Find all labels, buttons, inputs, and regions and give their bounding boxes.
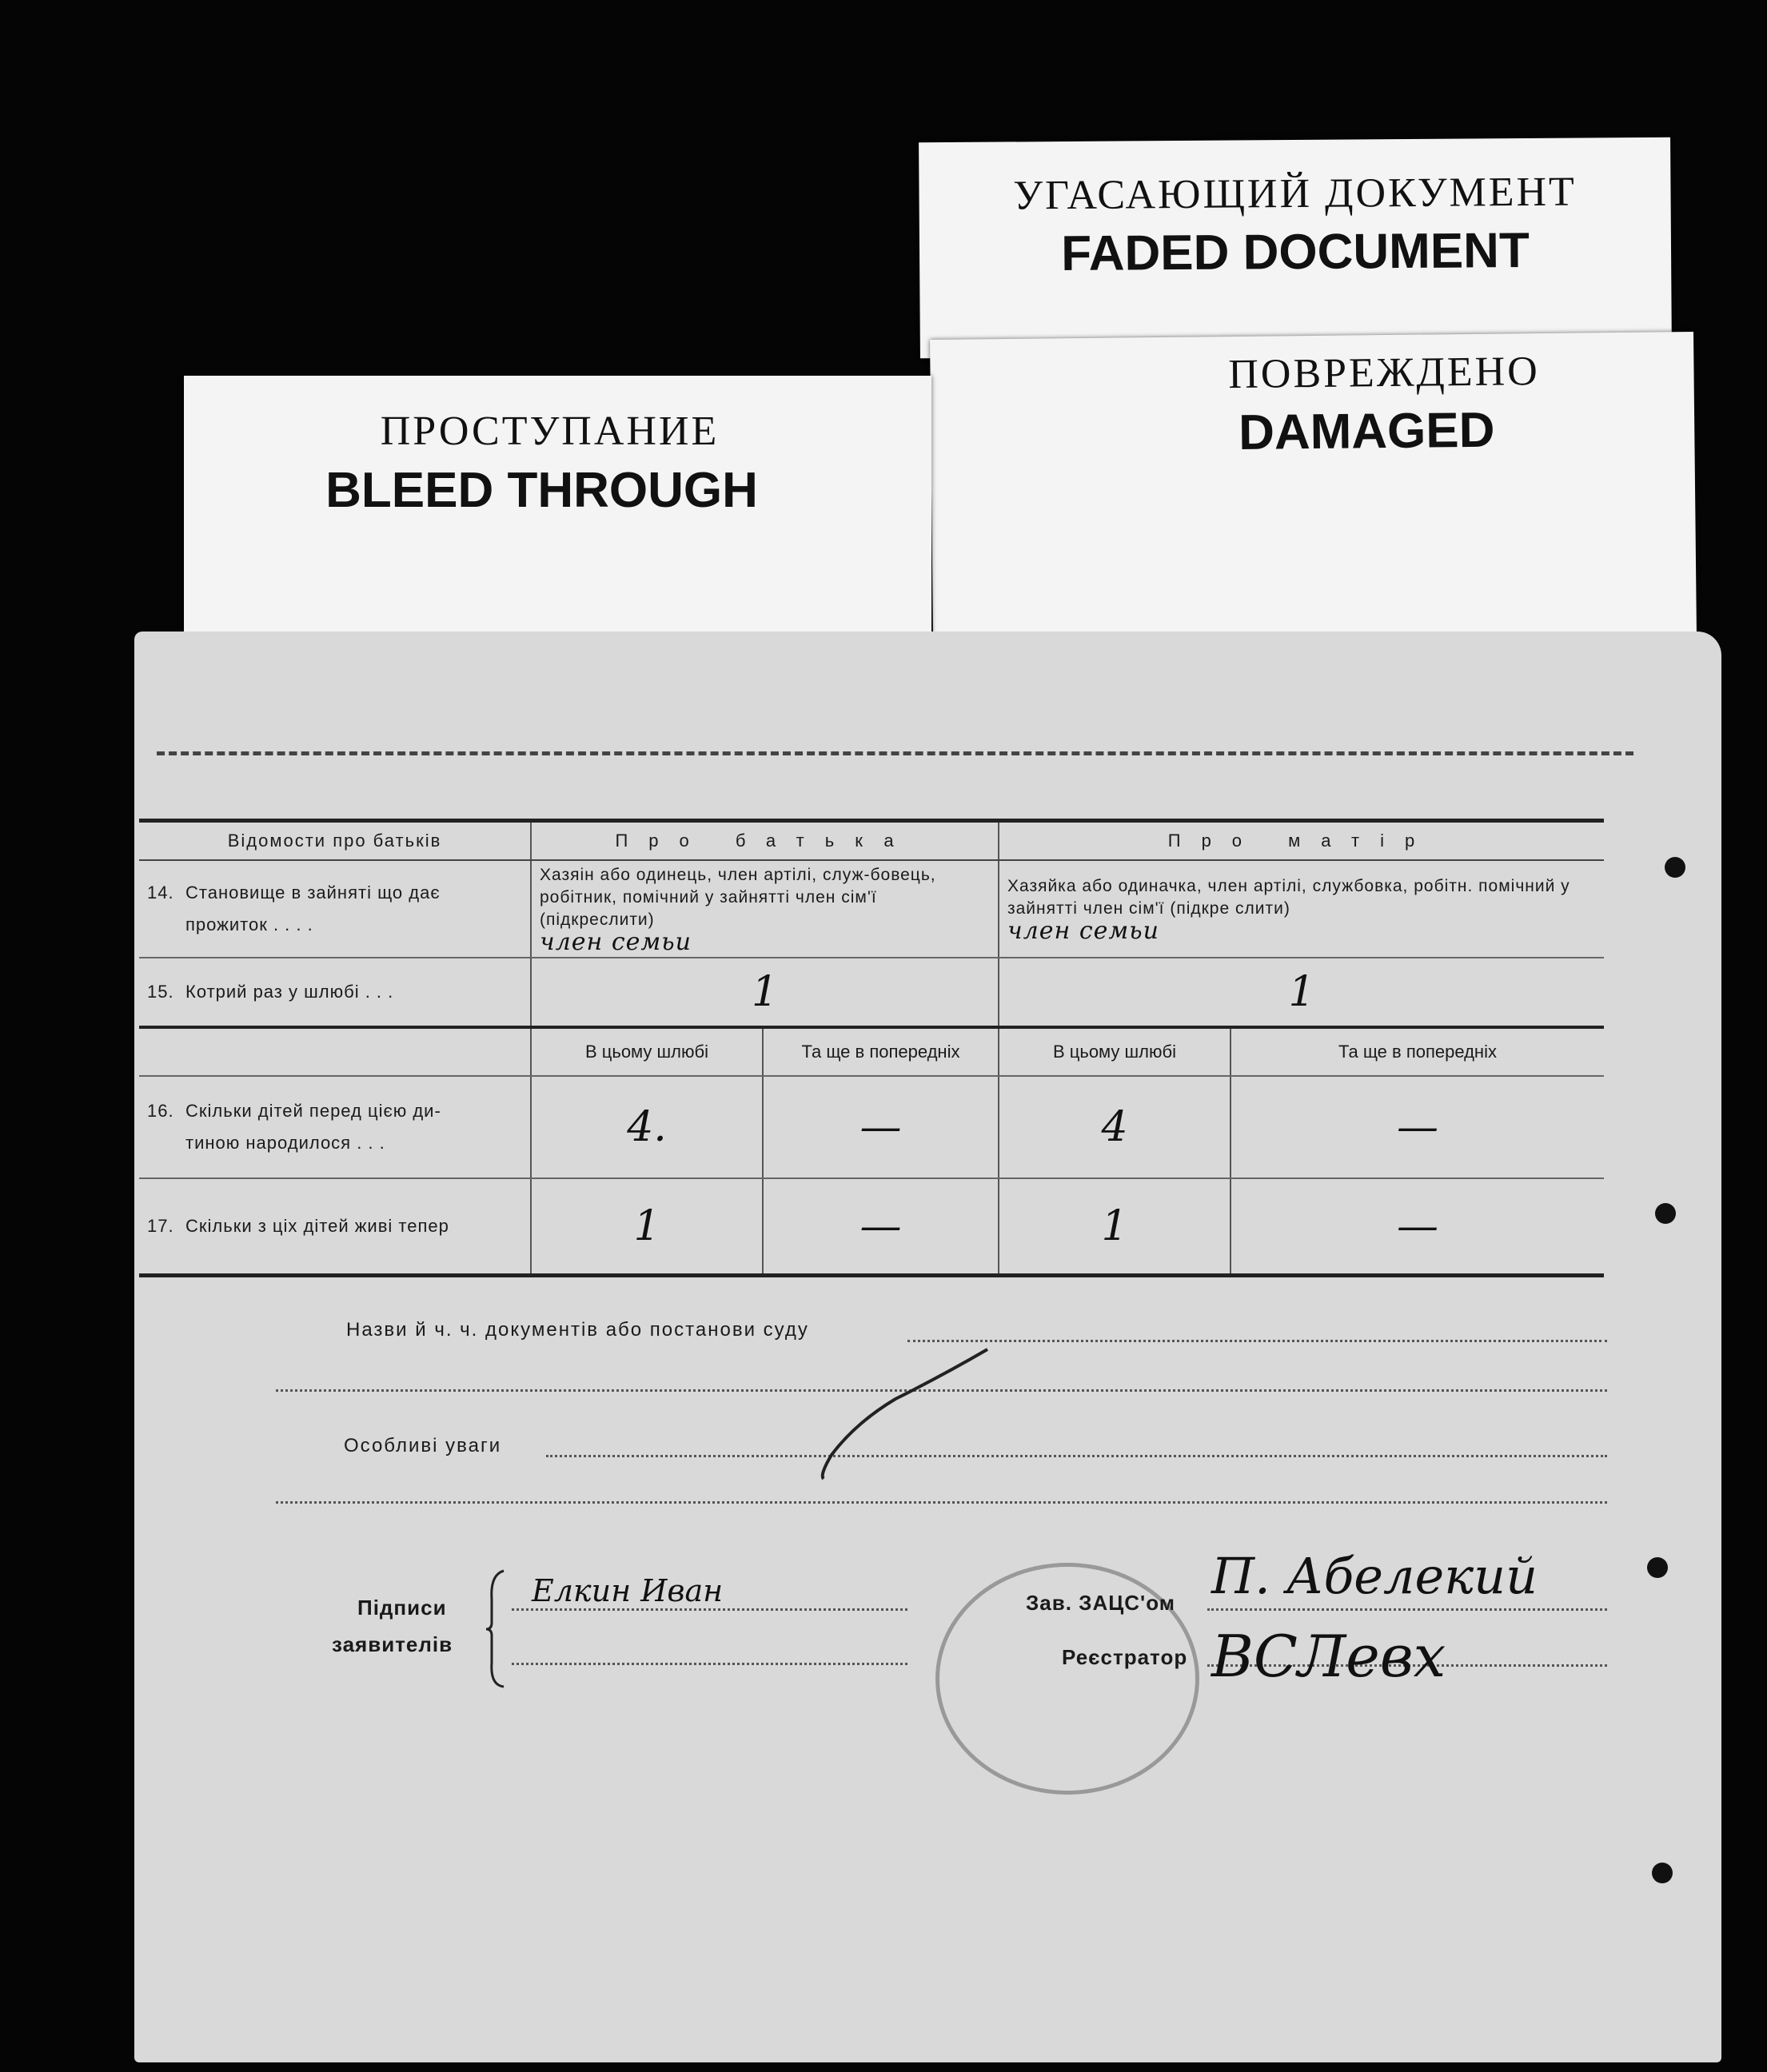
perforation-line xyxy=(157,751,1633,755)
subheader-father-this-marriage: В цьому шлюбі xyxy=(531,1027,763,1076)
punch-hole xyxy=(1655,1203,1676,1224)
mother-occupation-options: Хазяйка або одиначка, член артілі, службовка, робітн. помічний у зайнятті член сім'ї (підкре слити) xyxy=(1007,877,1570,918)
registrar-signature: ВСЛевх xyxy=(1211,1623,1446,1690)
punch-hole xyxy=(1665,857,1685,878)
documents-label: Назви й ч. ч. документів або постанови суду xyxy=(346,1319,809,1341)
row-17-number: 17. xyxy=(147,1216,174,1236)
header-parents-info: Відомости про батьків xyxy=(139,821,531,861)
row-14-mother-cell xyxy=(999,860,1604,958)
row-17-label xyxy=(139,1178,531,1276)
damaged-card-ru: ПОВРЕЖДЕНО xyxy=(1228,349,1540,398)
row-14-label-line2: прожиток . . . . xyxy=(185,914,313,934)
head-sign-line xyxy=(1207,1608,1607,1611)
mother-living-this-marriage: 1 xyxy=(999,1178,1231,1276)
mother-children-this-marriage: 4 xyxy=(999,1076,1231,1178)
registrar-label: Реєстратор xyxy=(1062,1645,1188,1669)
header-mother: Про матір xyxy=(999,821,1604,861)
row-14-father-cell xyxy=(531,860,999,958)
father-living-previous: — xyxy=(763,1178,999,1276)
notes-fill-line xyxy=(546,1455,1607,1457)
damaged-card-en: DAMAGED xyxy=(1238,402,1495,460)
mother-living-previous: — xyxy=(1231,1178,1604,1276)
row-16-label xyxy=(139,1076,531,1178)
signatures-label-line1: Підписи xyxy=(357,1596,447,1620)
applicant-sign-line-2 xyxy=(512,1663,907,1665)
row-15-label xyxy=(139,958,531,1027)
row-14-label xyxy=(139,860,531,958)
bleed-through-card xyxy=(184,376,931,640)
signatures-brace xyxy=(484,1567,508,1691)
row-14-label-line1: Становище в зайняті що дає xyxy=(185,883,441,903)
bleed-card-ru: ПРОСТУПАНИЕ xyxy=(380,408,720,454)
row-15-number: 15. xyxy=(147,982,174,1002)
mother-children-previous: — xyxy=(1231,1076,1604,1178)
head-zags-label: Зав. ЗАЦС'ом xyxy=(1026,1591,1175,1615)
father-marriage-count: 1 xyxy=(531,958,999,1027)
head-signature: П. Абелекий xyxy=(1211,1547,1538,1605)
father-occupation-options: Хазяін або одинець, член артілі, служ-бовець, робітник, помічний у зайнятті член сім'ї (підкреслити) xyxy=(540,866,936,929)
punch-hole xyxy=(1652,1863,1673,1883)
subheader-blank xyxy=(139,1027,531,1076)
applicant-signature: Елкин Иван xyxy=(532,1573,724,1608)
row-16-number: 16. xyxy=(147,1101,174,1121)
damaged-card xyxy=(930,332,1697,644)
bleed-card-en: BLEED THROUGH xyxy=(325,463,758,518)
dash-stroke-mark xyxy=(808,1343,999,1487)
applicant-sign-line-1 xyxy=(512,1608,907,1611)
row-16-label-line1: Скільки дітей перед цією ди- xyxy=(185,1101,441,1121)
row-17-label-text: Скільки з ціх дітей живі тепер xyxy=(185,1216,449,1236)
subheader-father-previous: Та ще в попередніх xyxy=(763,1027,999,1076)
father-living-this-marriage: 1 xyxy=(531,1178,763,1276)
father-children-previous: — xyxy=(763,1076,999,1178)
mother-marriage-count: 1 xyxy=(999,958,1604,1027)
subheader-mother-previous: Та ще в попередніх xyxy=(1231,1027,1604,1076)
father-occupation-handwritten: член семьи xyxy=(540,928,692,956)
faded-card-ru: УГАСАЮЩИЙ ДОКУМЕНТ xyxy=(1013,169,1578,219)
faded-card-en: FADED DOCUMENT xyxy=(1061,222,1530,282)
faded-document-card xyxy=(919,137,1672,359)
row-14-number: 14. xyxy=(147,883,174,903)
notes-fill-line-2 xyxy=(276,1501,1607,1504)
parents-info-table xyxy=(139,819,1604,1277)
notes-label: Особливі уваги xyxy=(344,1435,502,1456)
subheader-mother-this-marriage: В цьому шлюбі xyxy=(999,1027,1231,1076)
signatures-label-line2: заявителів xyxy=(332,1632,453,1656)
punch-hole xyxy=(1647,1557,1668,1578)
header-father: Про батька xyxy=(531,821,999,861)
mother-occupation-handwritten: член семьи xyxy=(1007,917,1159,945)
row-15-label-text: Котрий раз у шлюбі . . . xyxy=(185,982,394,1002)
documents-fill-line xyxy=(907,1340,1607,1342)
row-16-label-line2: тиною народилося . . . xyxy=(185,1133,385,1153)
father-children-this-marriage: 4. xyxy=(531,1076,763,1178)
